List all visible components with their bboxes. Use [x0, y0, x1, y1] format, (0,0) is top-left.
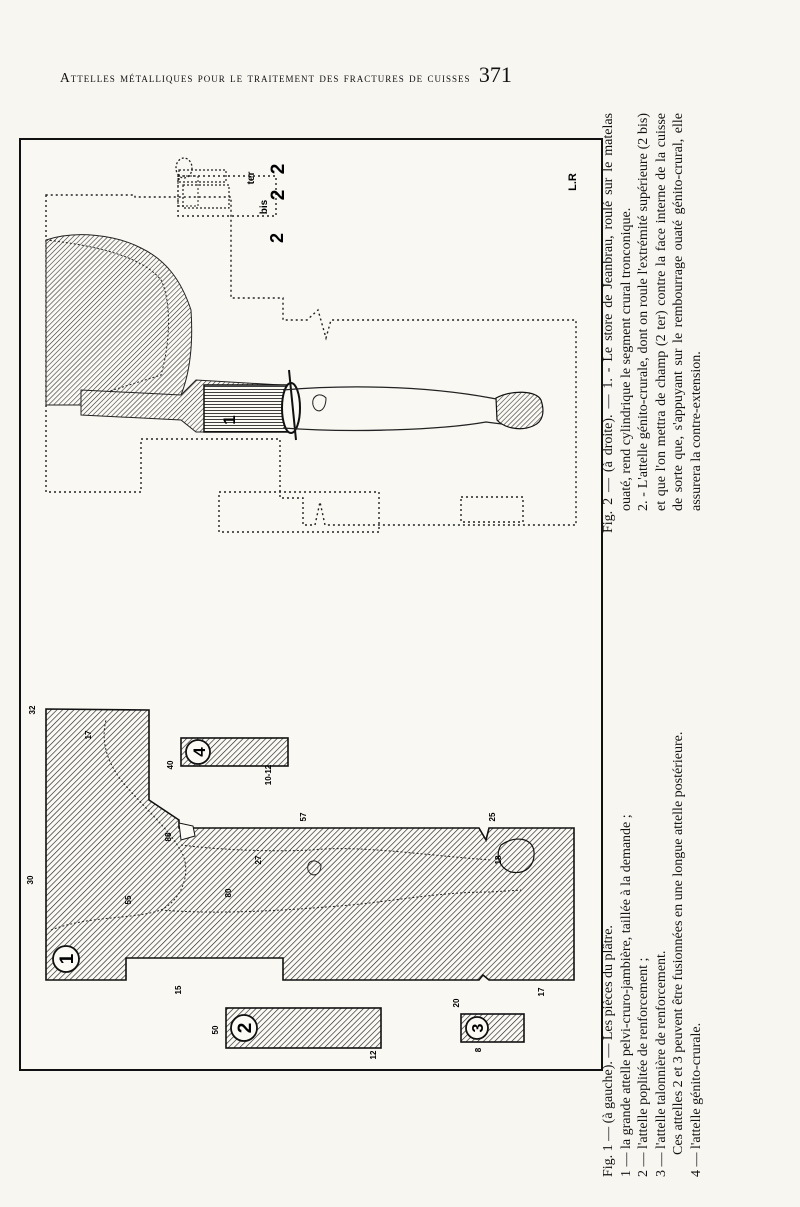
dim-17: 17	[84, 730, 93, 740]
fig1-item-3: 3 — l'attelle talonnière de renforcement.	[653, 950, 669, 1177]
fig2-store-roll	[204, 385, 293, 432]
dim-8: 8	[474, 1047, 483, 1053]
fig2-label-2: 2	[267, 232, 287, 244]
fig2-label-ter: ter	[246, 171, 257, 185]
dim-12: 12	[369, 1050, 378, 1060]
fig2-signature: L.R	[567, 173, 579, 191]
fig2-lead: Fig. 2 — (à droite). — 1. - Le store de Jeanbrau, roulé sur le matelas ouaté, rend cylindrique le segment crural tronconique.	[601, 113, 634, 533]
fig1-lead: Fig. 1 — (à gauche). — Les pièces du plâtre.	[601, 925, 616, 1177]
fig2-rect-mid	[461, 497, 523, 522]
fig2-foot	[496, 392, 543, 428]
dim-57: 57	[299, 812, 308, 822]
dim-88: 88	[164, 832, 173, 842]
fig1-note: Ces attelles 2 et 3 peuvent être fusionnées en une longue attelle postérieure.	[671, 731, 686, 1155]
fig2-pelvis	[46, 235, 192, 405]
figure-illustration	[21, 140, 601, 1069]
fig1-badge-3: 3	[470, 1023, 487, 1033]
page-number: 371	[478, 62, 512, 87]
fig1-caption	[600, 730, 705, 1177]
dim-20: 20	[452, 998, 461, 1008]
dim-27: 27	[254, 855, 263, 865]
fig1-drawing	[26, 705, 574, 1059]
running-header	[60, 62, 780, 88]
fig1-piece-1	[46, 709, 574, 980]
fig2-drawing	[46, 158, 579, 532]
dim-80: 80	[224, 888, 233, 898]
running-title: Attelles métalliques pour le traitement des fractures de cuisses	[60, 70, 471, 85]
figure-frame	[19, 138, 603, 1071]
fig2-para2: 2. - L'attelle génito-crurale, dont on roule l'extrémité supérieure (2 bis) et que l'on mettra de champ (2 ter) contre la face interne de la cuisse de sorte que, s'appuyant sur le rembourrage ouaté génito-crural, elle assurera la contre-extension.	[636, 113, 704, 511]
dim-40: 40	[166, 760, 175, 770]
dim-10-12: 10-12	[264, 764, 273, 786]
dim-32: 32	[28, 705, 37, 715]
dim-55: 55	[124, 895, 133, 905]
fig1-item-4: 4 — l'attelle génito-crurale.	[688, 1022, 704, 1177]
dim-15: 15	[174, 985, 183, 995]
fig1-badge-4: 4	[190, 747, 209, 757]
fig2-label-2ter: 2	[268, 163, 289, 175]
dim-18: 18	[494, 855, 503, 865]
fig1-badge-2: 2	[235, 1022, 256, 1034]
fig2-caption	[600, 113, 705, 533]
dim-50: 50	[211, 1025, 220, 1035]
fig2-label-bis: bis	[259, 199, 270, 215]
fig1-item-1: 1 — la grande attelle pelvi-cruro-jambière, taillée à la demande ;	[618, 814, 634, 1177]
dim-17b: 17	[537, 987, 546, 997]
fig2-label-1: 1	[220, 415, 239, 425]
dim-30: 30	[26, 875, 35, 885]
dim-25: 25	[488, 812, 497, 822]
fig1-item-2: 2 — l'attelle poplitée de renforcement ;	[636, 957, 651, 1177]
fig2-label-2bis: 2	[268, 189, 289, 201]
fig1-badge-1: 1	[57, 953, 78, 965]
